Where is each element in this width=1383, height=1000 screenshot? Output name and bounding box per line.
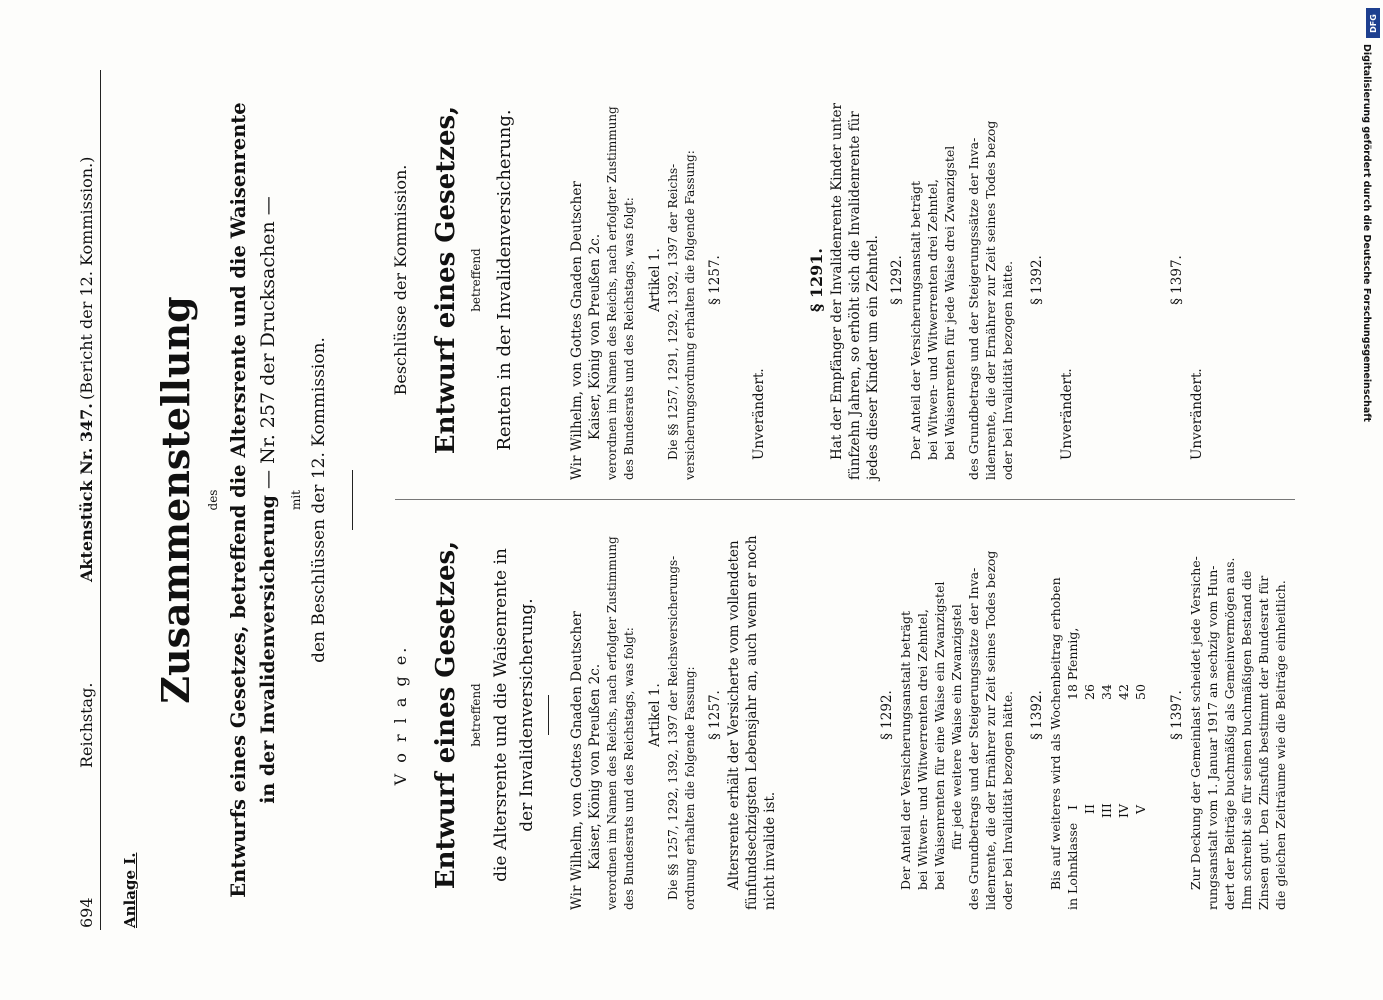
lohnklasse-5-value: 50 xyxy=(1133,684,1148,700)
document-title: Zusammenstellung xyxy=(153,296,198,704)
right-betreffend: betreffend xyxy=(469,248,483,312)
left-betreffend: betreffend xyxy=(469,683,483,747)
left-p1392-intro-2: in Lohnklasse xyxy=(1065,822,1080,910)
right-p1292-text-5: lidenrente, die der Ernährer zur Zeit seines Todes bezog xyxy=(983,120,998,480)
title-mit: mit xyxy=(289,489,303,511)
right-p1291: § 1291. xyxy=(807,247,826,313)
right-subject: Renten in der Invalidenversicherung. xyxy=(494,109,515,451)
right-p1292-text-2: bei Witwen- und Witwerrenten drei Zehntel, xyxy=(925,179,940,460)
title-separator xyxy=(352,470,353,530)
left-subject-1: die Altersrente und die Waisenrente in xyxy=(491,548,511,882)
lohnklasse-1-label: I xyxy=(1065,805,1080,810)
left-p1257-text-3: nicht invalide ist. xyxy=(762,791,778,910)
left-p1292-text-6: lidenrente, die der Ernährer zur Zeit seines Todes bezog xyxy=(983,550,998,910)
title-line-2b: — Nr. 257 der Drucksachen — xyxy=(257,196,279,489)
anlage-label: Anlage I. xyxy=(121,852,139,928)
dfg-logo: DFG xyxy=(1366,8,1380,38)
right-p1292: § 1292. xyxy=(889,255,905,305)
right-preamble-3: verordnen im Namen des Reichs, nach erfolgter Zustimmung xyxy=(605,106,619,480)
left-p1397-text-3: dert der Beiträge buchmäßig als Gemeinvermögen aus. xyxy=(1222,557,1237,910)
dfg-credit-text: Digitalisierung gefördert durch die Deutsche Forschungsgemeinschaft xyxy=(1361,44,1372,422)
right-p1291-text-2: fünfzehn Jahren, so erhöht sich die Invalidenrente für xyxy=(847,111,863,480)
right-preamble-2: Kaiser, König von Preußen 2c. xyxy=(587,233,603,440)
lohnklasse-2-value: 26 xyxy=(1082,684,1097,700)
left-artikel: Artikel 1. xyxy=(647,683,663,747)
title-des: des xyxy=(206,489,220,511)
left-p1397-text-2: rungsanstalt vom 1. Januar 1917 an sechzig vom Hun- xyxy=(1205,565,1220,910)
right-artikel-text-1: Die §§ 1257, 1291, 1292, 1392, 1397 der Reichs- xyxy=(666,163,680,460)
left-p1292-text-3: bei Waisenrenten für eine Waise ein Zwanzigstel xyxy=(932,581,947,890)
left-p1397-text-5: Zinsen gut. Den Zinsfuß bestimmt der Bundesrat für xyxy=(1256,575,1271,910)
lohnklasse-4-label: IV xyxy=(1116,804,1131,818)
left-p1392: § 1392. xyxy=(1029,690,1045,740)
right-p1292-text-3: bei Waisenrenten für jede Waise drei Zwanzigstel xyxy=(942,145,957,460)
lohnklasse-1-value: 18 Pfennig, xyxy=(1065,627,1080,700)
right-preamble-4: des Bundesrats und des Reichstags, was folgt: xyxy=(622,197,636,480)
right-p1292-text-4: des Grundbetrags und der Steigerungssätze der Inva- xyxy=(966,137,981,480)
title-line-2a: in der Invalidenversicherung xyxy=(257,495,279,804)
title-line-1: Entwurfs eines Gesetzes, betreffend die Altersrente und die Waisenrente xyxy=(227,102,250,898)
left-p1257: § 1257. xyxy=(707,690,723,740)
right-p1257: § 1257. xyxy=(707,255,723,305)
title-line-3: den Beschlüssen der 12. Kommission. xyxy=(309,337,329,663)
left-preamble-3: verordnen im Namen des Reichs, nach erfolgter Zustimmung xyxy=(605,536,619,910)
lohnklasse-3-value: 34 xyxy=(1099,684,1114,700)
left-subject-2: der Invalidenversicherung. xyxy=(517,598,537,832)
right-p1291-text-3: jedes dieser Kinder um ein Zehntel. xyxy=(865,235,881,480)
header-right: (Bericht der 12. Kommission.) xyxy=(77,156,96,400)
right-p1397-text: Unverändert. xyxy=(1189,368,1205,460)
lohnklasse-3-label: III xyxy=(1099,803,1114,818)
left-p1257-text-1: Altersrente erhält der Versicherte vom vollendeten xyxy=(726,540,742,890)
right-artikel-text-2: versicherungsordnung erhalten die folgende Fassung: xyxy=(683,150,697,480)
left-preamble-1: Wir Wilhelm, von Gottes Gnaden Deutscher xyxy=(569,611,585,910)
header-center: Aktenstück Nr. 347. xyxy=(77,403,96,582)
header-left: Reichstag. xyxy=(77,682,96,768)
left-p1397-text-4: Ihm schreibt sie für seinen buchmäßigen Bestand die xyxy=(1239,570,1254,910)
left-p1397: § 1397. xyxy=(1169,690,1185,740)
left-p1397-text-6: die gleichen Zeiträume wie die Beiträge einheitlich. xyxy=(1273,580,1288,910)
left-p1292-text-5: des Grundbetrags und der Steigerungssätze der Inva- xyxy=(966,567,981,910)
left-heading: V o r l a g e. xyxy=(391,644,410,786)
right-p1392-text: Unverändert. xyxy=(1059,368,1075,460)
header-rule xyxy=(100,70,101,930)
title-line-2 xyxy=(258,0,279,1000)
right-p1397: § 1397. xyxy=(1169,255,1185,305)
page-number: 694 xyxy=(77,897,96,928)
left-p1292-text-4: für jede weitere Waise ein Zwanzigstel xyxy=(949,604,964,850)
right-p1292-text-6: oder bei Invalidität bezogen hätte. xyxy=(1000,260,1015,480)
lohnklasse-4-value: 42 xyxy=(1116,684,1131,700)
left-p1397-text-1: Zur Deckung der Gemeinlast scheidet jede Versiche- xyxy=(1188,556,1203,890)
right-artikel: Artikel 1. xyxy=(647,248,663,312)
left-preamble-4: des Bundesrats und des Reichstags, was folgt: xyxy=(622,627,636,910)
lohnklasse-5-label: V xyxy=(1133,804,1148,814)
right-p1257-text: Unverändert. xyxy=(751,368,767,460)
right-preamble-1: Wir Wilhelm, von Gottes Gnaden Deutscher xyxy=(569,181,585,480)
left-p1392-intro-1: Bis auf weiteres wird als Wochenbeitrag erhoben xyxy=(1048,577,1063,890)
lohnklasse-2-label: II xyxy=(1082,804,1097,814)
right-p1292-text-1: Der Anteil der Versicherungsanstalt beträgt xyxy=(908,180,923,460)
right-entwurf: Entwurf eines Gesetzes, xyxy=(431,105,461,455)
left-p1292-text-2: bei Witwen- und Witwerrenten drei Zehntel, xyxy=(915,609,930,890)
left-separator xyxy=(548,695,549,735)
column-divider xyxy=(395,499,1295,500)
right-heading: Beschlüsse der Kommission. xyxy=(391,164,410,396)
right-p1291-text-1: Hat der Empfänger der Invalidenrente Kinder unter xyxy=(829,103,845,460)
left-entwurf: Entwurf eines Gesetzes, xyxy=(431,540,461,890)
left-p1292-text-1: Der Anteil der Versicherungsanstalt beträgt xyxy=(898,610,913,890)
right-p1392: § 1392. xyxy=(1029,255,1045,305)
left-preamble-2: Kaiser, König von Preußen 2c. xyxy=(587,663,603,870)
left-p1292: § 1292. xyxy=(879,690,895,740)
left-p1292-text-7: oder bei Invalidität bezogen hätte. xyxy=(1000,690,1015,910)
left-artikel-text-1: Die §§ 1257, 1292, 1392, 1397 der Reichsversicherungs- xyxy=(666,555,680,900)
left-p1257-text-2: fünfundsechzigsten Lebensjahr an, auch wenn er noch xyxy=(744,535,760,910)
left-artikel-text-2: ordnung erhalten die folgende Fassung: xyxy=(683,666,697,910)
